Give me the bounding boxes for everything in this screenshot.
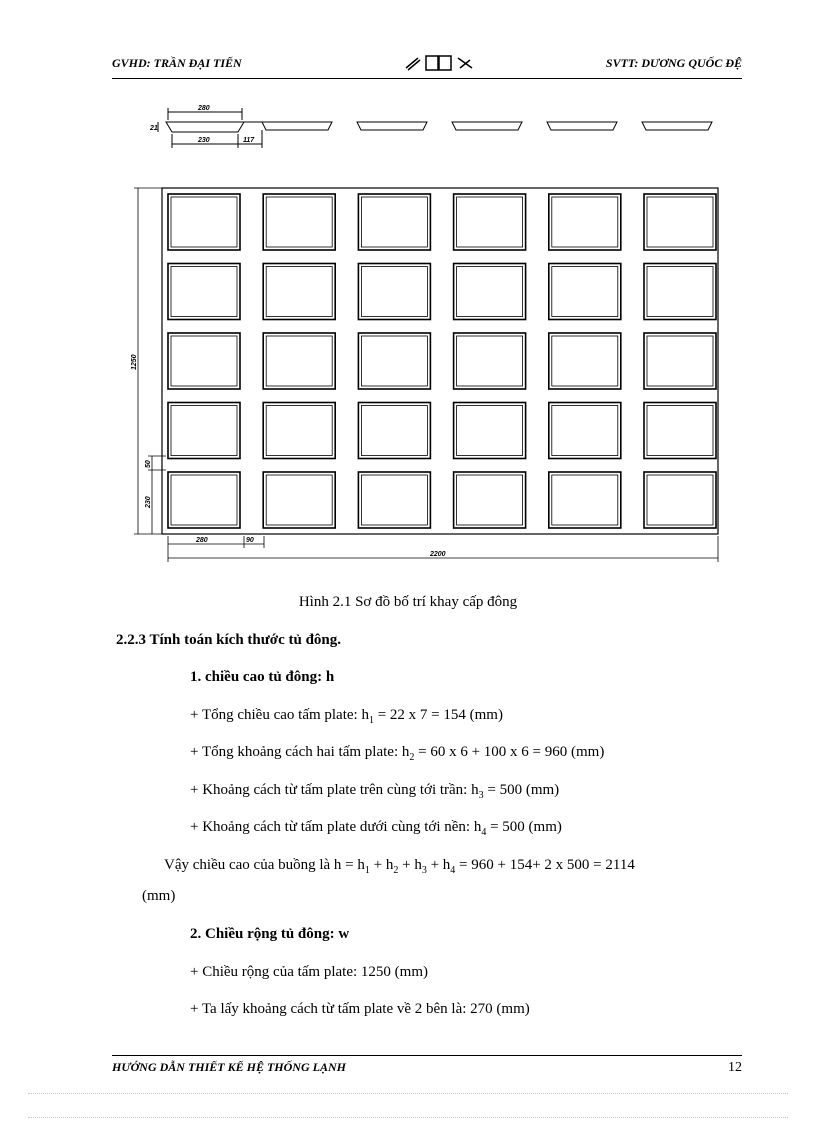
footer-title: HƯỚNG DẪN THIẾT KẾ HỆ THỐNG LẠNH bbox=[112, 1060, 346, 1074]
tray-cell-inner bbox=[171, 267, 237, 317]
tray-cell bbox=[358, 194, 430, 250]
tray-cell bbox=[263, 403, 335, 459]
tray-layout-drawing bbox=[130, 100, 730, 575]
tray-cell bbox=[168, 333, 240, 389]
tray-cell-inner bbox=[361, 406, 427, 456]
tray-cell-inner bbox=[457, 336, 523, 386]
tray-cell bbox=[549, 333, 621, 389]
tray-cell bbox=[263, 194, 335, 250]
tray-cell bbox=[168, 403, 240, 459]
tray-cell-inner bbox=[266, 336, 332, 386]
tray-cell bbox=[549, 403, 621, 459]
dotted-divider bbox=[28, 1117, 788, 1118]
page-footer bbox=[112, 1055, 742, 1080]
dim-total-width: 2200 bbox=[430, 551, 446, 558]
tray-cell-inner bbox=[266, 406, 332, 456]
tray-cell bbox=[644, 264, 716, 320]
tray-cell-inner bbox=[457, 406, 523, 456]
tray-cell bbox=[454, 194, 526, 250]
dim-row-height: 230 bbox=[145, 496, 152, 508]
tray-cell bbox=[549, 194, 621, 250]
tray-cell bbox=[644, 403, 716, 459]
height-line-3: + Khoảng cách từ tấm plate trên cùng tới trần: $h_3 = 500$ (mm) bbox=[190, 782, 560, 801]
dotted-divider bbox=[28, 1093, 788, 1094]
tray-cell-inner bbox=[647, 475, 713, 525]
tray-cell-inner bbox=[171, 197, 237, 247]
tray-cell bbox=[549, 472, 621, 528]
height-result: Vậy chiều cao của buồng là $h = h_1 + h_2 + h_3 + h_4 = 960 + 154+ 2$ x 500 = 2114 bbox=[164, 857, 635, 876]
subsection-width-title: 2. Chiều rộng tủ đông: w bbox=[190, 926, 350, 942]
width-line-1: + Chiều rộng của tấm plate: 1250 (mm) bbox=[190, 964, 428, 980]
tray-cell-inner bbox=[361, 267, 427, 317]
tray-cell-inner bbox=[361, 197, 427, 247]
tray-cell bbox=[263, 264, 335, 320]
tray-cell bbox=[358, 264, 430, 320]
tray-cell bbox=[358, 333, 430, 389]
book-ornament-icon bbox=[400, 52, 480, 78]
page-number: 12 bbox=[728, 1060, 742, 1075]
height-line-2: + Tổng khoảng cách hai tấm plate: $h_2 = 60$ x 6 + 100 x 6 = 960 (mm) bbox=[190, 744, 605, 763]
dim-tray-width: 280 bbox=[198, 105, 210, 112]
tray-cell-inner bbox=[552, 267, 618, 317]
tray-cell-inner bbox=[266, 197, 332, 247]
header-supervisor: GVHD: TRẦN ĐẠI TIẾN bbox=[112, 56, 242, 70]
tray-cell bbox=[454, 403, 526, 459]
height-result-unit: (mm) bbox=[142, 888, 176, 904]
tray-cell-inner bbox=[171, 406, 237, 456]
tray-cell-inner bbox=[266, 475, 332, 525]
height-line-1: + Tổng chiều cao tấm plate: $h_1 = 22$ x 7 = 154 (mm) bbox=[190, 707, 503, 726]
dim-tray-base: 230 bbox=[198, 137, 210, 144]
dim-tray-height: 21 bbox=[150, 125, 158, 132]
tray-cell-inner bbox=[361, 336, 427, 386]
tray-cell-inner bbox=[647, 406, 713, 456]
tray-cell bbox=[454, 472, 526, 528]
tray-cell bbox=[168, 194, 240, 250]
tray-cell-inner bbox=[457, 197, 523, 247]
tray-cell-inner bbox=[647, 336, 713, 386]
tray-cell-inner bbox=[266, 267, 332, 317]
tray-profile-view bbox=[158, 108, 712, 148]
tray-cell bbox=[644, 472, 716, 528]
tray-cell-inner bbox=[552, 336, 618, 386]
tray-cell-inner bbox=[171, 475, 237, 525]
tray-cell-inner bbox=[552, 406, 618, 456]
tray-cell bbox=[168, 472, 240, 528]
tray-cell bbox=[454, 264, 526, 320]
dim-col-width: 280 bbox=[196, 537, 208, 544]
tray-cell bbox=[454, 333, 526, 389]
width-line-2: + Ta lấy khoảng cách từ tấm plate về 2 bên là: 270 (mm) bbox=[190, 1001, 530, 1017]
tray-cell-inner bbox=[647, 197, 713, 247]
tray-cell bbox=[644, 333, 716, 389]
tray-cell bbox=[549, 264, 621, 320]
tray-cell-inner bbox=[647, 267, 713, 317]
dim-gap-small: 117 bbox=[243, 137, 255, 144]
height-line-4: + Khoảng cách từ tấm plate dưới cùng tới nền: $h_4 = 500$ (mm) bbox=[190, 819, 562, 838]
tray-cell bbox=[644, 194, 716, 250]
tray-cell-inner bbox=[552, 197, 618, 247]
tray-cell bbox=[358, 472, 430, 528]
dim-col-gap: 90 bbox=[246, 537, 254, 544]
tray-cell bbox=[263, 333, 335, 389]
tray-cell bbox=[263, 472, 335, 528]
tray-grid bbox=[162, 188, 718, 534]
tray-cell-inner bbox=[457, 475, 523, 525]
header-student: SVTT: DƯƠNG QUỐC ĐỆ bbox=[605, 56, 742, 70]
dim-row-gap: 50 bbox=[145, 460, 152, 468]
tray-cell bbox=[358, 403, 430, 459]
section-title: 2.2.3 Tính toán kích thước tủ đông. bbox=[116, 632, 342, 648]
tray-cell-inner bbox=[361, 475, 427, 525]
figure-caption: Hình 2.1 Sơ đồ bố trí khay cấp đông bbox=[298, 594, 518, 610]
dim-total-height: 1250 bbox=[131, 354, 138, 370]
page-header bbox=[112, 52, 742, 79]
tray-cell-inner bbox=[457, 267, 523, 317]
tray-cell-inner bbox=[171, 336, 237, 386]
tray-cell bbox=[168, 264, 240, 320]
tray-cell-inner bbox=[552, 475, 618, 525]
subsection-height-title: 1. chiều cao tủ đông: h bbox=[190, 669, 335, 685]
